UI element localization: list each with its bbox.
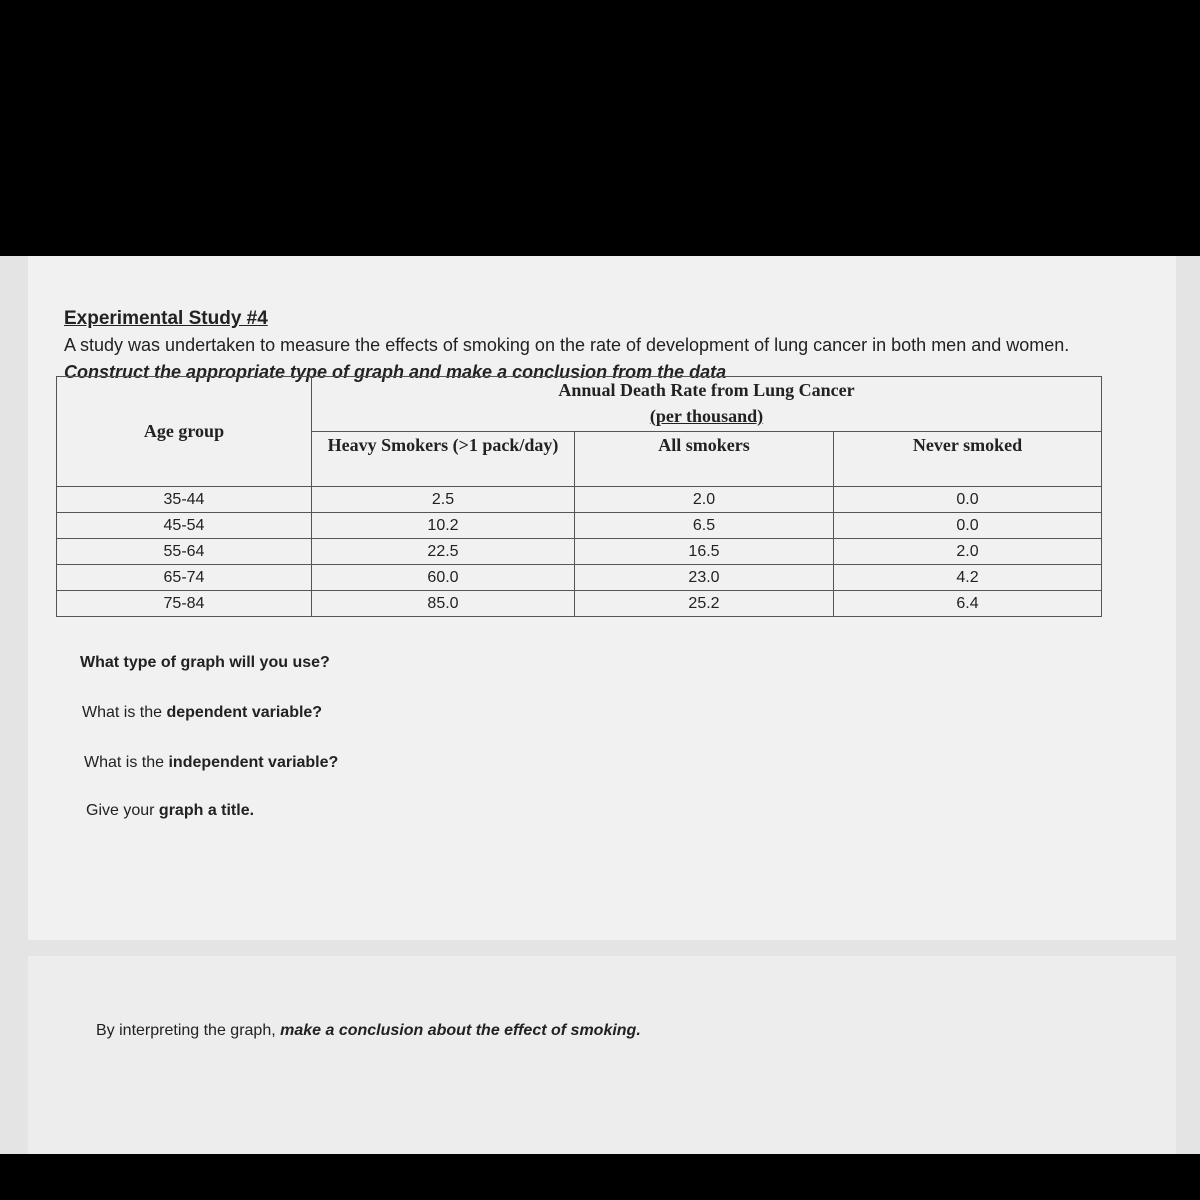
header-group-line1: Annual Death Rate from Lung Cancer	[558, 380, 855, 400]
table-cell: 75-84	[57, 591, 312, 617]
header-all-smokers: All smokers	[575, 432, 834, 487]
table-cell: 2.0	[834, 539, 1102, 565]
table-cell: 4.2	[834, 565, 1102, 591]
header-age-group: Age group	[57, 377, 312, 487]
table-cell: 0.0	[834, 487, 1102, 513]
death-rate-table	[56, 376, 1102, 617]
worksheet-sheet	[28, 256, 1176, 940]
table-cell: 35-44	[57, 487, 312, 513]
table-row	[57, 513, 1102, 539]
table-cell: 10.2	[312, 513, 575, 539]
intro-text: A study was undertaken to measure the effects of smoking on the rate of development of lung cancer in both men and women.	[64, 335, 1070, 355]
table-cell: 22.5	[312, 539, 575, 565]
table-cell: 16.5	[575, 539, 834, 565]
table-row	[57, 591, 1102, 617]
table-cell: 65-74	[57, 565, 312, 591]
table-row	[57, 487, 1102, 513]
table-cell: 25.2	[575, 591, 834, 617]
table-cell: 0.0	[834, 513, 1102, 539]
header-group	[312, 377, 1102, 432]
table-cell: 85.0	[312, 591, 575, 617]
question-independent-variable: What is the independent variable?	[84, 754, 339, 771]
table-row	[57, 565, 1102, 591]
table-cell: 6.4	[834, 591, 1102, 617]
worksheet-page	[0, 256, 1200, 1154]
table-cell: 55-64	[57, 539, 312, 565]
study-title: Experimental Study #4	[64, 308, 268, 329]
question-dependent-variable: What is the dependent variable?	[82, 704, 323, 721]
conclusion-sheet	[28, 956, 1176, 1154]
question-graph-title: Give your graph a title.	[86, 802, 255, 819]
header-heavy-smokers: Heavy Smokers (>1 pack/day)	[312, 432, 575, 487]
table-cell: 23.0	[575, 565, 834, 591]
table-cell: 45-54	[57, 513, 312, 539]
table-cell: 6.5	[575, 513, 834, 539]
intro-instruction: Construct the appropriate type of graph and make a conclusion from the data	[64, 362, 727, 382]
table-cell: 2.0	[575, 487, 834, 513]
table-row	[57, 539, 1102, 565]
header-group-line2: (per thousand)	[649, 406, 764, 426]
table-cell: 2.5	[312, 487, 575, 513]
question-graph-type: What type of graph will you use?	[80, 654, 330, 671]
header-never-smoked: Never smoked	[834, 432, 1102, 487]
conclusion-prompt: By interpreting the graph, make a conclusion about the effect of smoking.	[96, 1022, 641, 1039]
table-cell: 60.0	[312, 565, 575, 591]
